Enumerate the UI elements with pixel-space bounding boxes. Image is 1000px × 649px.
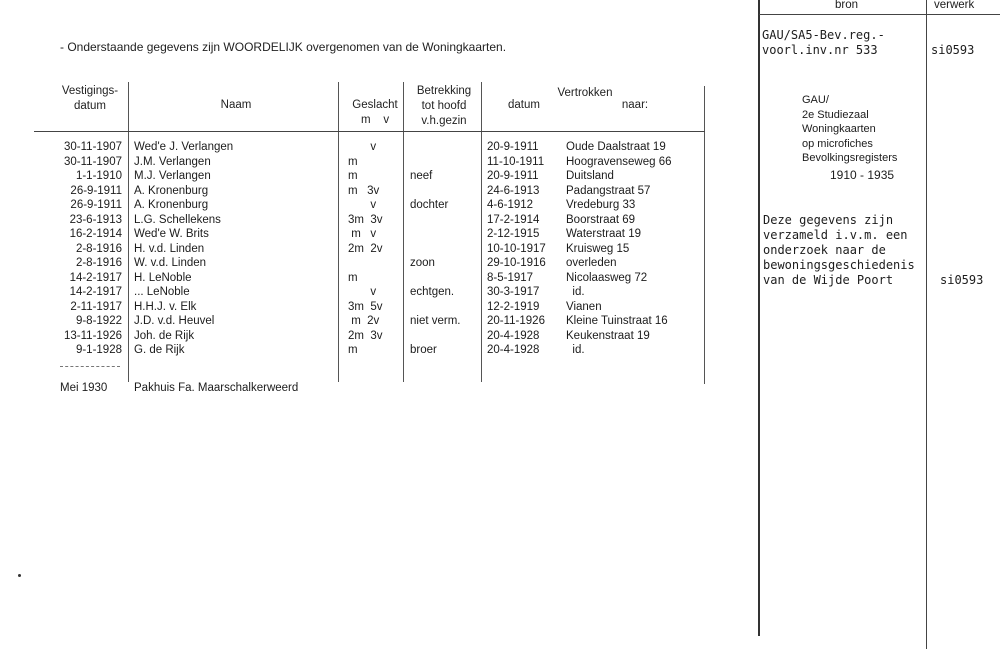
stray-mark (18, 574, 21, 577)
cell-vertrokken-naar: Padangstraat 57 (566, 184, 651, 197)
cell-vertrokken-naar: Oude Daalstraat 19 (566, 141, 666, 153)
cell-geslacht: 3m 3v (348, 213, 383, 226)
cell-naam: H. v.d. Linden (134, 242, 205, 255)
header-vestigingsdatum-line2: datum (74, 100, 106, 112)
cell-vertrokken-datum: 8-5-1917 (487, 271, 534, 284)
cell-betrekking: dochter (410, 199, 449, 211)
table-row (0, 227, 720, 242)
table-row (0, 271, 720, 286)
cell-vertrokken-datum: 10-10-1917 (487, 242, 546, 255)
cell-vestigingsdatum: 9-1-1928 (75, 344, 122, 356)
cell-vertrokken-naar: id. (566, 344, 585, 356)
cell-vertrokken-naar: Keukenstraat 19 (566, 329, 650, 342)
header-betrekking (402, 84, 486, 129)
table-row (0, 285, 720, 300)
cell-naam: M.J. Verlangen (134, 170, 211, 182)
header-geslacht-mv (340, 113, 410, 128)
header-betrekking-line3: v.h.gezin (421, 115, 467, 127)
table-row (0, 184, 720, 199)
cell-naam: J.D. v.d. Heuvel (134, 315, 215, 327)
cell-vertrokken-datum: 30-3-1917 (487, 286, 540, 298)
right-panel-header-line (759, 14, 1000, 15)
cell-vertrokken-naar: Waterstraat 19 (566, 228, 641, 240)
gau-line3: Woningkaarten (802, 123, 876, 135)
cell-naam: H.H.J. v. Elk (134, 300, 197, 313)
cell-vertrokken-naar: Duitsland (566, 170, 614, 182)
cell-vertrokken-datum: 20-9-1911 (487, 141, 539, 153)
table-row (0, 256, 720, 271)
cell-betrekking: niet verm. (410, 315, 461, 327)
header-betrekking-line2: tot hoofd (421, 100, 467, 112)
header-vertrokken-naar: naar: (621, 99, 649, 111)
cell-naam: H. LeNoble (134, 271, 192, 284)
cell-vestigingsdatum: 9-8-1922 (75, 315, 122, 327)
header-separator (34, 131, 705, 132)
cell-geslacht: 3m 5v (348, 300, 383, 313)
gau-line4: op microfiches (802, 137, 873, 150)
gau-line1: GAU/ (802, 94, 829, 106)
cell-geslacht: v (348, 286, 377, 298)
cell-betrekking: echtgen. (410, 286, 455, 298)
cell-vestigingsdatum: 14-2-1917 (69, 286, 122, 298)
table-row (0, 343, 720, 358)
research-note (763, 213, 915, 288)
cell-vestigingsdatum: 30-11-1907 (64, 155, 122, 168)
cell-vertrokken-naar: Boorstraat 69 (566, 213, 636, 226)
table-row (0, 155, 720, 170)
cell-vestigingsdatum: 26-9-1911 (70, 184, 122, 197)
table-row (0, 300, 720, 315)
cell-geslacht: v (348, 199, 377, 211)
cell-geslacht: 2m 3v (348, 329, 383, 342)
cell-geslacht: m (348, 170, 358, 182)
cell-betrekking: zoon (410, 257, 435, 269)
cell-geslacht: m 3v (348, 184, 380, 197)
cell-vertrokken-naar: Vianen (566, 300, 602, 313)
cell-vertrokken-datum: 24-6-1913 (487, 184, 540, 197)
cell-betrekking: broer (410, 344, 437, 356)
register-table-body (0, 140, 720, 358)
header-geslacht-m: m (360, 114, 371, 126)
bron-header: bron (835, 0, 859, 11)
header-vertrokken-datum: datum (508, 99, 540, 111)
cell-vestigingsdatum: 1-1-1910 (75, 170, 122, 182)
cell-vestigingsdatum: 2-8-1916 (75, 257, 122, 269)
cell-vestigingsdatum: 16-2-1914 (69, 228, 122, 240)
right-panel-border-mid (926, 0, 927, 649)
cell-vertrokken-datum: 20-4-1928 (487, 344, 540, 356)
verwerk-header: verwerk (934, 0, 975, 11)
cell-vestigingsdatum: 2-8-1916 (75, 242, 122, 255)
cell-geslacht: m (348, 155, 358, 168)
research-note-line4: bewoningsgeschiedenis (763, 258, 915, 272)
intro-note: - Onderstaande gegevens zijn WOORDELIJK overgenomen van de Woningkaarten. (60, 40, 507, 54)
cell-geslacht: m v (348, 228, 377, 240)
footer-date: Mei 1930 (60, 382, 108, 394)
header-geslacht (340, 98, 410, 128)
cell-naam: A. Kronenburg (134, 199, 209, 211)
gau-line2: 2e Studiezaal (802, 108, 869, 121)
cell-vertrokken-datum: 17-2-1914 (487, 213, 540, 226)
cell-vertrokken-datum: 29-10-1916 (487, 257, 546, 269)
footer-text: Pakhuis Fa. Maarschalkerweerd (134, 382, 299, 394)
header-geslacht-v: v (383, 114, 390, 126)
cell-vertrokken-naar: id. (566, 286, 585, 298)
cell-vertrokken-datum: 2-12-1915 (487, 228, 540, 240)
cell-naam: ... LeNoble (134, 286, 190, 298)
cell-vestigingsdatum: 13-11-1926 (64, 329, 122, 342)
cell-vestigingsdatum: 23-6-1913 (69, 213, 122, 226)
header-vestigingsdatum-line1: Vestigings- (61, 85, 119, 97)
cell-naam: G. de Rijk (134, 344, 185, 356)
cell-vertrokken-datum: 4-6-1912 (487, 199, 534, 211)
table-row (0, 169, 720, 184)
research-note-line3: onderzoek naar de (763, 243, 886, 257)
cell-vestigingsdatum: 2-11-1917 (70, 300, 122, 313)
cell-vertrokken-naar: Hoogravenseweg 66 (566, 155, 672, 168)
research-note-line1: Deze gegevens zijn (763, 213, 894, 227)
bron-reference (762, 28, 885, 58)
cell-vertrokken-naar: Kruisweg 15 (566, 242, 630, 255)
research-note-line5: van de Wijde Poort (763, 273, 894, 287)
gau-line5: Bevolkingsregisters (802, 152, 898, 164)
table-row (0, 314, 720, 329)
gau-line6: 1910 - 1935 (830, 167, 895, 182)
cell-geslacht: m 2v (348, 315, 380, 327)
cell-geslacht: m (348, 271, 358, 284)
table-end-separator (60, 366, 120, 367)
research-note-line2: verzameld i.v.m. een (763, 228, 908, 242)
header-vertrokken: Vertrokken (557, 87, 613, 99)
cell-naam: Joh. de Rijk (134, 329, 195, 342)
cell-vertrokken-datum: 12-2-1919 (487, 300, 540, 313)
cell-geslacht: 2m 2v (348, 242, 383, 255)
cell-vertrokken-datum: 11-10-1911 (487, 155, 545, 168)
verwerk-code-2: si0593 (940, 273, 984, 287)
header-geslacht-label: Geslacht (352, 99, 398, 111)
table-row (0, 198, 720, 213)
cell-vertrokken-naar: Kleine Tuinstraat 16 (566, 315, 668, 327)
cell-vertrokken-naar: Vredeburg 33 (566, 199, 636, 211)
cell-naam: A. Kronenburg (134, 184, 209, 197)
table-row (0, 242, 720, 257)
cell-betrekking: neef (410, 170, 433, 182)
cell-naam: Wed'e W. Brits (134, 228, 209, 240)
cell-vertrokken-naar: Nicolaasweg 72 (566, 271, 648, 284)
gau-archive-info (802, 93, 897, 182)
table-row (0, 213, 720, 228)
cell-vestigingsdatum: 14-2-1917 (69, 271, 122, 284)
cell-naam: Wed'e J. Verlangen (134, 141, 234, 153)
table-row (0, 140, 720, 155)
verwerk-code-1: si0593 (931, 43, 975, 57)
header-vestigingsdatum (44, 84, 136, 114)
bron-reference-line1: GAU/SA5-Bev.reg.- (762, 28, 885, 42)
cell-vertrokken-datum: 20-11-1926 (487, 315, 545, 327)
table-row (0, 329, 720, 344)
cell-vertrokken-naar: overleden (566, 257, 617, 269)
cell-vestigingsdatum: 26-9-1911 (70, 199, 122, 211)
cell-vertrokken-datum: 20-9-1911 (487, 170, 539, 182)
header-naam: Naam (220, 99, 252, 111)
cell-vertrokken-datum: 20-4-1928 (487, 329, 540, 342)
bron-reference-line2: voorl.inv.nr 533 (762, 43, 878, 57)
cell-geslacht: m (348, 344, 358, 356)
cell-naam: W. v.d. Linden (134, 257, 207, 269)
cell-geslacht: v (348, 141, 377, 153)
right-panel-border-left (758, 0, 760, 636)
header-betrekking-line1: Betrekking (416, 85, 472, 97)
cell-naam: L.G. Schellekens (134, 213, 221, 226)
cell-vestigingsdatum: 30-11-1907 (64, 141, 122, 153)
cell-naam: J.M. Verlangen (134, 155, 211, 168)
